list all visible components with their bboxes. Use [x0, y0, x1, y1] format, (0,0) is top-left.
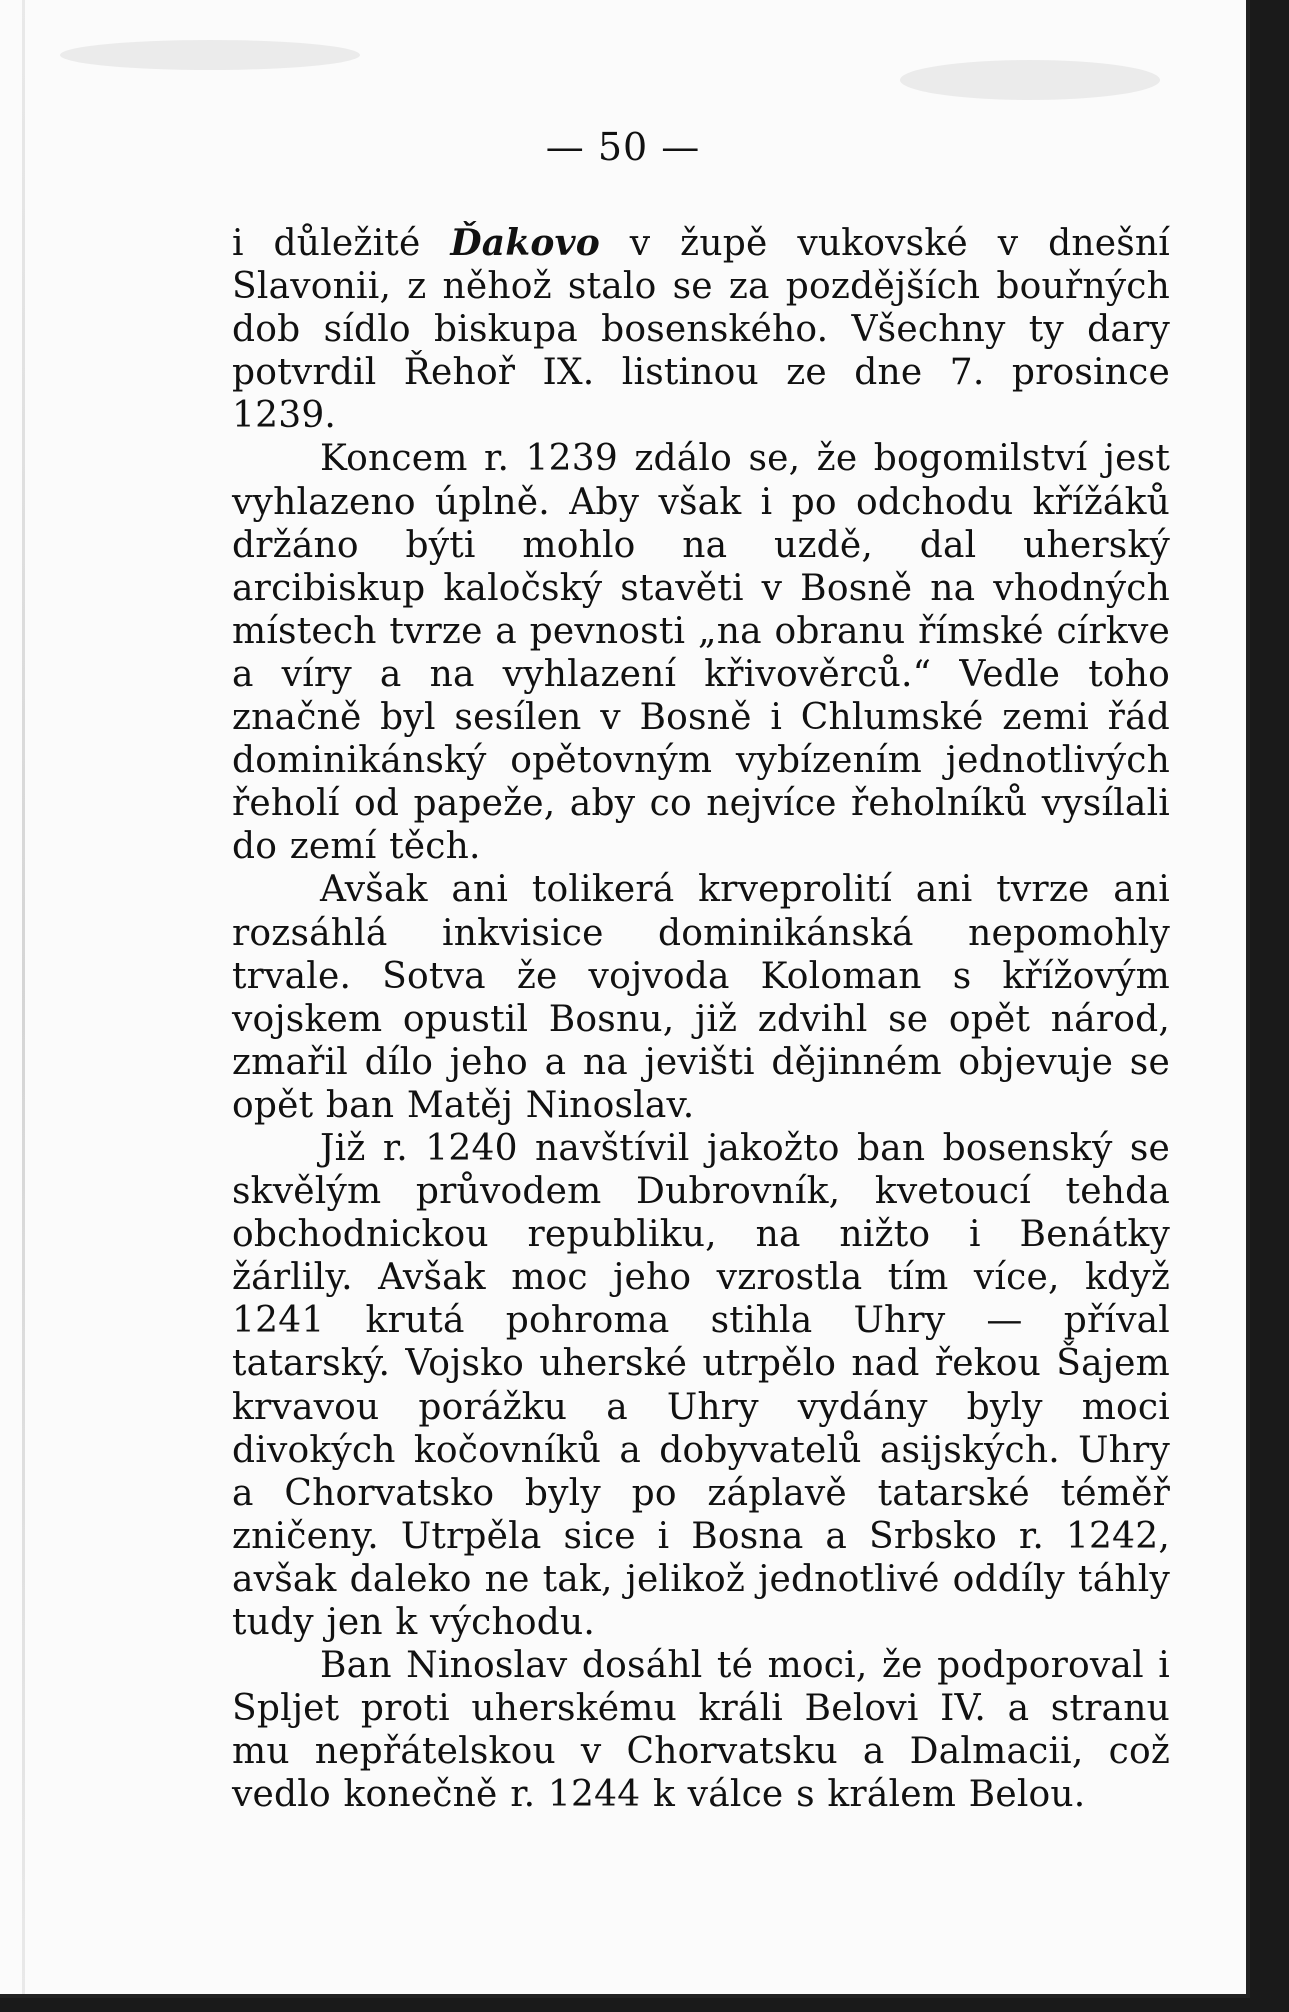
- page-body: [232, 222, 1170, 1816]
- place-name-italic: Ďakovo: [450, 222, 600, 264]
- paper-stain: [60, 40, 360, 70]
- paragraph-1: [232, 222, 1170, 437]
- paragraph-1-rest: v župě vukovské v dnešní Slavonii, z něhož stalo se za pozdějších bouřných dob sídlo biskupa bosenského. Všechny ty dary potvrdil Řehoř IX. listinou ze dne 7. prosince 1239.: [232, 223, 1171, 437]
- paragraph-2: Koncem r. 1239 zdálo se, že bogomilství jest vyhlazeno úplně. Aby však i po odchodu křížáků držáno býti mohlo na uzdě, dal uherský arcibiskup kaločský stavěti v Bosně na vhodných místech tvrze a pevnosti „na obranu římské církve a víry a na vyhlazení křivověrců.“ Vedle toho značně byl sesílen v Bosně i Chlumské zemi řád dominikánský opětovným vybízením jednotlivých řeholí od papeže, aby co nejvíce řeholníků vysílali do zemí těch.: [232, 438, 1170, 868]
- paragraph-4: Již r. 1240 navštívil jakožto ban bosenský se skvělým průvodem Dubrovník, kvetoucí tehda obchodnickou republiku, na nižto i Benátky žárlily. Avšak moc jeho vzrostla tím více, když 1241 krutá pohroma stihla Uhry — příval tatarský. Vojsko uherské utrpělo nad řekou Šajem krvavou porážku a Uhry vydány byly moci divokých kočovníků a dobyvatelů asijských. Uhry a Chorvatsko byly po záplavě tatarské téměř zničeny. Utrpěla sice i Bosna a Srbsko r. 1242, avšak daleko ne tak, jelikož jednotlivé oddíly táhly tudy jen k východu.: [232, 1127, 1170, 1643]
- paragraph-3: Avšak ani tolikerá krveprolití ani tvrze ani rozsáhlá inkvisice dominikánská nepomohly trvale. Sotva že vojvoda Koloman s křížovým vojskem opustil Bosnu, již zdvihl se opět národ, zmařil dílo jeho a na jevišti dějinném objevuje se opět ban Matěj Ninoslav.: [232, 869, 1170, 1126]
- page-number: — 50 —: [545, 125, 701, 169]
- paragraph-1-start: i důležité: [232, 223, 451, 264]
- paragraph-5: Ban Ninoslav dosáhl té moci, že podporoval i Spljet proti uherskému králi Belovi IV. a stranu mu nepřátelskou v Chorvatsku a Dalmacii, což vedlo konečně r. 1244 k válce s králem Belou.: [232, 1645, 1170, 1816]
- paper-stain: [900, 60, 1160, 100]
